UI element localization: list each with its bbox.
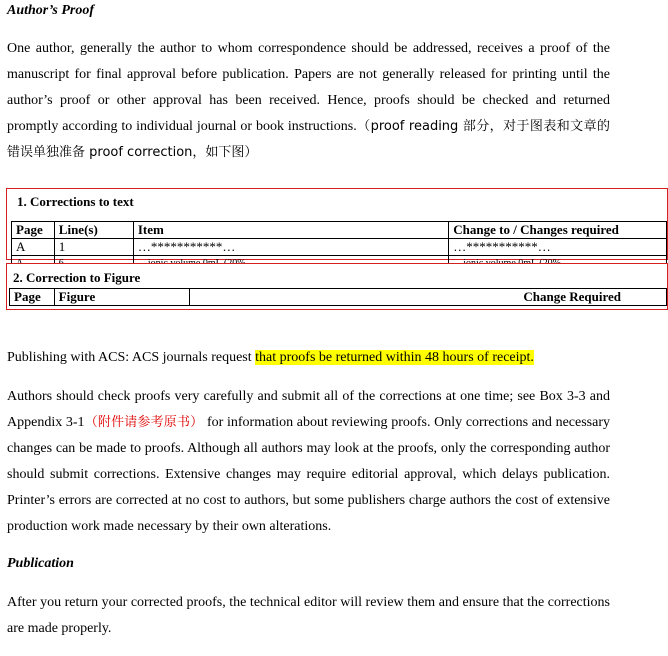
authors-proof-paragraph: [7, 36, 610, 166]
acs-request-paragraph: [7, 345, 610, 371]
correction-to-figure-box: [6, 263, 668, 310]
table-cell-lines: 1: [54, 239, 133, 256]
col-item: Item: [133, 222, 448, 239]
fig-col-page: Page: [10, 289, 55, 306]
acs-authors-text-end: for information about reviewing proofs. Only corrections and necessary changes can be made to proofs. Although all authors may look at the proofs, only the corresponding author should submit corrections. Extensive changes may require editorial approval, which delays publication. Printer’s errors are corrected at no cost to authors, but some publishers charge authors the cost of extensive production work made necessary by their own alterations.: [7, 415, 610, 534]
col-change: Change to / Changes required: [449, 222, 667, 239]
correction-to-figure-title: 2. Correction to Figure: [13, 270, 141, 285]
publication-paragraph: After you return your corrected proofs, the technical editor will review them and ensure that the corrections are made properly.: [7, 595, 610, 636]
fig-col-change: Change Required: [190, 289, 667, 306]
authors-proof-text: One author, generally the author to whom correspondence should be addressed, receives a proof of the manuscript for final approval before publication. Papers are not generally released for printing until the author’s proof or other approval has been received. Hence, proofs should be checked and returned promptly according to individual journal or book instructions.: [7, 41, 610, 134]
acs-request-text: Publishing with ACS: ACS journals request: [7, 350, 256, 365]
col-page: Page: [12, 222, 55, 239]
acs-authors-paragraph: [7, 384, 610, 540]
authors-proof-cn-note: （proof reading 部分，对于图表和文章的错误单独准备 proof correction，如下图）: [7, 119, 610, 160]
fig-col-figure: Figure: [54, 289, 189, 306]
col-lines: Line(s): [54, 222, 133, 239]
correction-to-figure-table: [9, 288, 667, 306]
corrections-to-text-box: [6, 188, 668, 260]
publication-heading: Publication: [7, 556, 74, 571]
table-cell-item: …***********…: [133, 239, 448, 256]
table-cell-page: A: [12, 239, 55, 256]
corrections-to-text-title: 1. Corrections to text: [17, 194, 134, 209]
acs-authors-text-start: Authors should check proofs very carefully and submit all of the corrections at one time; see Box 3-3 and Appendix 3-1: [7, 389, 610, 430]
authors-proof-heading: Author’s Proof: [7, 3, 95, 18]
acs-highlighted-text: that proofs be returned within 48 hours of receipt.: [255, 350, 534, 365]
table-cell-change: …***********…: [449, 239, 667, 256]
acs-authors-cn-note: （附件请参考原书）: [84, 415, 204, 430]
